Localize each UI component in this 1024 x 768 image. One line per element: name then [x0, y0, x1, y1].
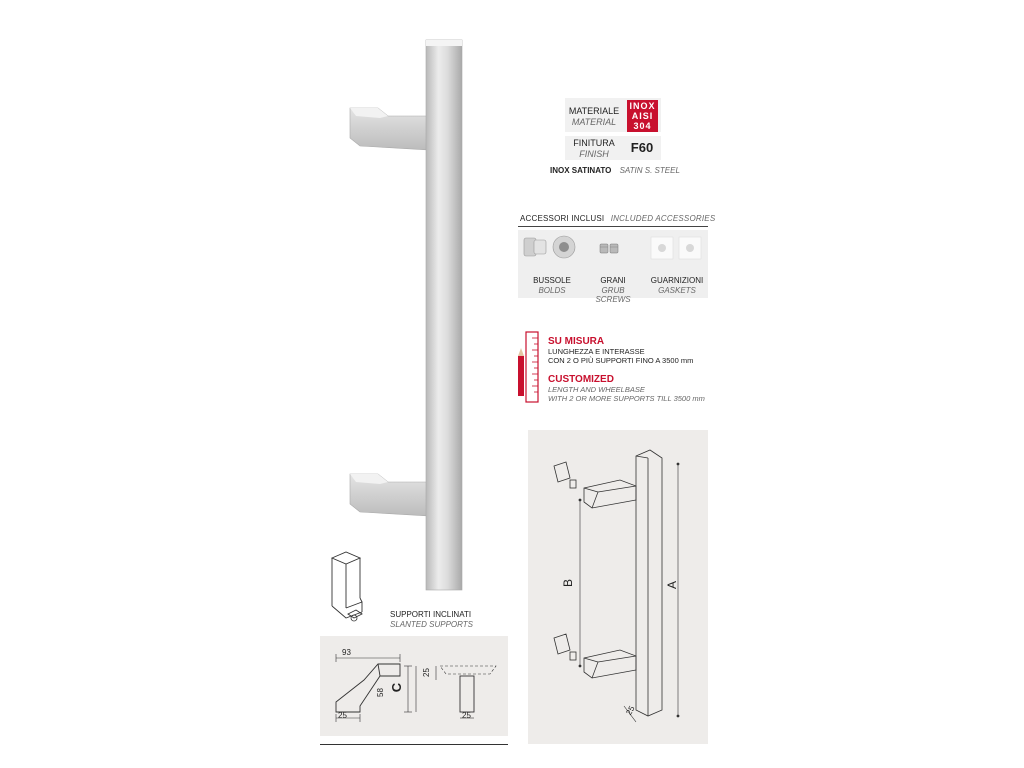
acc-label-bushings: BUSSOLE — [533, 276, 571, 285]
dim-25-c: 25 — [462, 711, 471, 720]
material-value-line-1: INOX — [629, 101, 656, 111]
acc-label-grub-en: GRUB SCREWS — [595, 286, 631, 304]
acc-label-gaskets: GUARNIZIONI — [650, 276, 704, 285]
accessories-divider — [518, 226, 708, 227]
steel-label: INOX SATINATO — [550, 166, 612, 175]
grub-screw-icon — [598, 240, 620, 256]
custom-title-en: CUSTOMIZED — [548, 374, 614, 385]
material-value-line-2: AISI — [631, 111, 654, 121]
technical-drawing — [528, 430, 708, 744]
handle-photo — [320, 30, 480, 600]
dim-25-a: 25 — [338, 711, 347, 720]
drawing-label-b: B — [561, 578, 576, 588]
drawing-label-a: A — [665, 580, 680, 590]
custom-desc-line-2: CON 2 O PIÙ SUPPORTI FINO A 3500 mm — [548, 356, 694, 365]
accessories-title-row — [520, 214, 715, 223]
supports-label-en: SLANTED SUPPORTS — [390, 620, 473, 629]
acc-label-gaskets-en: GASKETS — [658, 286, 696, 295]
finish-label-en: FINISH — [579, 149, 609, 159]
finish-value: F60 — [630, 140, 654, 155]
ruler-pencil-icon — [514, 330, 542, 404]
dimension-panel-baseline — [320, 744, 508, 745]
dim-c: C — [389, 682, 405, 693]
steel-line — [550, 166, 680, 175]
steel-label-en: SATIN S. STEEL — [619, 166, 680, 175]
supports-label: SUPPORTI INCLINATI — [390, 610, 472, 619]
dim-25-b: 25 — [421, 668, 431, 677]
custom-desc-line-1: LUNGHEZZA E INTERASSE — [548, 347, 645, 356]
bushing-icon — [520, 234, 582, 262]
gasket-icon — [650, 236, 704, 262]
drawing-label-size: 25 — [624, 704, 637, 717]
accessories-title: ACCESSORI INCLUSI — [520, 214, 605, 223]
custom-desc-en-line-1: LENGTH AND WHEELBASE — [548, 385, 645, 394]
accessories-title-en: INCLUDED ACCESSORIES — [610, 214, 716, 223]
material-badge — [627, 100, 658, 132]
finish-label: FINITURA — [573, 138, 615, 148]
custom-desc-en-line-2: WITH 2 OR MORE SUPPORTS TILL 3500 mm — [548, 394, 705, 403]
material-value-line-3: 304 — [633, 121, 652, 131]
acc-label-grub: GRANI — [600, 276, 626, 285]
slanted-support-sketch — [326, 550, 378, 634]
material-label-en: MATERIAL — [571, 117, 617, 127]
custom-title: SU MISURA — [548, 336, 605, 347]
custom-desc-en — [548, 385, 705, 403]
material-label: MATERIALE — [568, 106, 620, 116]
custom-desc — [548, 347, 693, 365]
dim-58: 58 — [375, 688, 385, 697]
dim-93: 93 — [342, 648, 351, 657]
acc-label-bushings-en: BOLDS — [538, 286, 566, 295]
